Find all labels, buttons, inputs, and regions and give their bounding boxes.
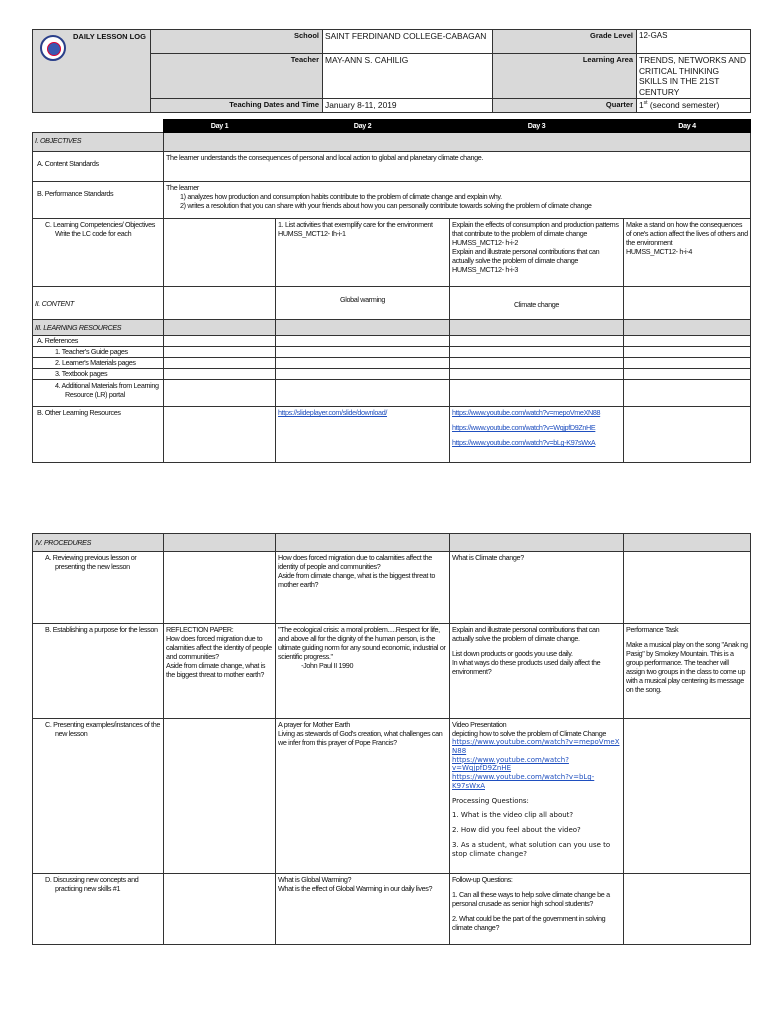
discussing-day3 [450,874,624,945]
competencies-label [33,219,164,287]
youtube-link-1[interactable]: https://www.youtube.com/watch?v=mepoVmeXN88 [452,408,601,417]
competencies-label-1: C. Learning Competencies/ Objectives [45,220,156,229]
lm-day2 [276,358,450,369]
presenting-day3 [450,719,624,874]
additional-materials-label: 4. Additional Materials from Learning Resource (LR) portal [33,380,164,407]
purpose-day3-text-1: Explain and illustrate personal contributions that can actually solve the problem of climate change. [452,625,600,643]
textbook-day3 [450,369,624,380]
review-day4 [624,552,751,624]
resources-fill-4 [624,320,751,336]
video-link-2[interactable]: https://www.youtube.com/watch?v=WqjpfD9ZnHE [452,755,569,773]
references-day3 [450,336,624,347]
performance-item-2: 2) writes a resolution that you can share with your friends about how you can personally contribute towards solving the problem of climate change [180,201,592,210]
day-2-header: Day 2 [276,120,450,133]
grade-value: 12-GAS [637,30,751,54]
lm-day3 [450,358,624,369]
day-3-header: Day 3 [450,120,624,133]
resources-fill-3 [450,320,624,336]
other-resources-day3 [450,407,624,463]
quarter-number: 1 [639,100,644,110]
content-standards-label [33,152,164,182]
content-day3: Climate change [450,287,624,320]
other-resources-label: B. Other Learning Resources [33,407,164,463]
performance-standards-cell [164,182,751,219]
performance-standards-label [33,182,164,219]
content-standards-text: The learner understands the consequences of personal and local action to global and planetary climate change. [164,152,751,182]
other-resources-day1 [164,407,276,463]
references-day2 [276,336,450,347]
competencies-day4: Make a stand on how the consequences of one's action affect the lives of others and the environment HUMSS_MCT12- h-i-4 [624,219,751,287]
performance-standards-label-text: B. Performance Standards [37,189,114,198]
presenting-day2: A prayer for Mother Earth Living as stewards of God's creation, what challenges can we infer from this prayer of Pope Francis? [276,719,450,874]
competencies-day1 [164,219,276,287]
procedures-fill-3 [450,534,624,552]
grade-label: Grade Level [493,30,637,54]
objectives-heading-fill [164,133,751,152]
resources-heading: III. LEARNING RESOURCES [33,320,164,336]
video-presentation-title: Video Presentation depicting how to solve the problem of Climate Change [452,720,606,738]
performance-item-1: 1) analyzes how production and consumption habits contribute to the problem of climate change and explain why. [180,192,502,201]
tg-pages-label: 1. Teacher's Guide pages [33,347,164,358]
follow-up-question-2: 2. What could be the part of the government in solving climate change? [452,914,606,932]
purpose-day3 [450,624,624,719]
follow-up-heading: Follow-up Questions: [452,875,513,884]
area-value: TRENDS, NETWORKS AND CRITICAL THINKING SKILLS IN THE 21ST CENTURY [637,54,751,99]
other-resources-day2 [276,407,450,463]
quarter-semester: (second semester) [647,100,720,110]
discussing-day2: What is Global Warming? What is the effect of Global Warming in our daily lives? [276,874,450,945]
purpose-label: B. Establishing a purpose for the lesson [33,624,164,719]
content-heading: II. CONTENT [33,287,164,320]
dates-label: Teaching Dates and Time [151,99,323,113]
purpose-day4-text: Make a musical play on the song "Anak ng Pasig" by Smokey Mountain. This is a group performance. The teacher will assign two groups in the class to come up with a musical play centering its message on the song. [626,640,748,694]
quarter-suffix: st [643,100,648,107]
content-day1 [164,287,276,320]
textbook-day1 [164,369,276,380]
procedures-fill-1 [164,534,276,552]
references-label: A. References [33,336,164,347]
textbook-day2 [276,369,450,380]
additional-day2 [276,380,450,407]
dates-value: January 8-11, 2019 [323,99,493,113]
discussing-day1 [164,874,276,945]
quarter-label: Quarter [493,99,637,113]
header-logo-cell [33,30,151,113]
school-label: School [151,30,323,54]
presenting-examples-label: C. Presenting examples/instances of the new lesson [33,719,164,874]
discussing-day4 [624,874,751,945]
competencies-day2: 1. List activities that exemplify care for the environment HUMSS_MCT12- Ih-i-1 [276,219,450,287]
area-label: Learning Area [493,54,637,99]
competencies-label-2: Write the LC code for each [55,229,132,238]
day-4-header: Day 4 [624,120,751,133]
textbook-pages-label: 3. Textbook pages [33,369,164,380]
additional-day4 [624,380,751,407]
purpose-day2: "The ecological crisis: a moral problem.....Respect for life, and above all for the dignity of the human person, is the ultimate guiding norm for any sound economic, industrial or scientific progress." -John Paul II 1990 [276,624,450,719]
tg-day3 [450,347,624,358]
performance-intro: The learner [166,183,199,192]
deped-seal-icon [40,35,66,61]
video-link-3[interactable]: https://www.youtube.com/watch?v=bLg-K97sWxA [452,773,595,790]
day-1-header: Day 1 [164,120,276,133]
school-value: SAINT FERDINAND COLLEGE-CABAGAN [323,30,493,54]
teacher-value: MAY-ANN S. CAHILIG [323,54,493,99]
presenting-day1 [164,719,276,874]
video-link-1[interactable]: https://www.youtube.com/watch?v=mepoVmeXN88 [452,738,620,755]
additional-day1 [164,380,276,407]
tg-day4 [624,347,751,358]
content-day4 [624,287,751,320]
procedures-heading: IV. PROCEDURES [33,534,164,552]
lm-day1 [164,358,276,369]
youtube-link-2[interactable]: https://www.youtube.com/watch?v=WqjpfD9ZnHE [452,423,596,432]
header-table [32,29,751,113]
teacher-label: Teacher [151,54,323,99]
procedures-fill-4 [624,534,751,552]
additional-day3 [450,380,624,407]
tg-day2 [276,347,450,358]
slideplayer-link[interactable]: https://slideplayer.com/slide/download/ [278,408,388,417]
tg-day1 [164,347,276,358]
log-title: DAILY LESSON LOG [73,32,146,41]
competencies-day3: Explain the effects of consumption and production patterns that contribute to the problem of climate change HUMSS_MCT12- h-i-2 Explain and illustrate personal contributions that can actually solve the problem of climate change HUMSS_MCT12- h-i-3 [450,219,624,287]
lesson-table-page-1 [32,119,751,463]
references-day1 [164,336,276,347]
processing-question-1: 1. What is the video clip all about? [452,811,574,820]
review-day3: What is Climate change? [450,552,624,624]
processing-question-2: 2. How did you feel about the video? [452,826,581,834]
quarter-value [637,99,751,113]
lm-pages-label: 2. Learner's Materials pages [33,358,164,369]
textbook-day4 [624,369,751,380]
content-standards-label-text: A. Content Standards [37,159,99,168]
day-header-blank [33,120,164,133]
procedures-table [32,533,751,945]
processing-question-3: 3. As a student, what solution can you use to stop climate change? [452,840,611,858]
lm-day4 [624,358,751,369]
follow-up-question-1: 1. Can all these ways to help solve climate change be a personal crusade as senior high school students? [452,890,610,908]
review-day1 [164,552,276,624]
resources-fill-1 [164,320,276,336]
processing-questions-heading: Processing Questions: [452,796,529,805]
purpose-day4-title: Performance Task [626,625,679,634]
review-day2: How does forced migration due to calamities affect the identity of people and communities? Aside from climate change, what is the biggest threat to mother earth? [276,552,450,624]
purpose-day4 [624,624,751,719]
references-day4 [624,336,751,347]
youtube-link-3[interactable]: https://www.youtube.com/watch?v=bLg-K97sWxA [452,438,596,447]
content-day2: Global warming [276,287,450,320]
resources-fill-2 [276,320,450,336]
presenting-day4 [624,719,751,874]
review-lesson-label: A. Reviewing previous lesson or presenting the new lesson [33,552,164,624]
objectives-heading: I. OBJECTIVES [33,133,164,152]
discussing-concepts-label: D. Discussing new concepts and practicing new skills #1 [33,874,164,945]
procedures-fill-2 [276,534,450,552]
other-resources-day4 [624,407,751,463]
purpose-day3-text-2: List down products or goods you use daily. In what ways do these products used daily affect the environment? [452,649,601,676]
purpose-day1: REFLECTION PAPER: How does forced migration due to calamities affect the identity of people and communities? Aside from climate change, what is the biggest threat to mother earth? [164,624,276,719]
